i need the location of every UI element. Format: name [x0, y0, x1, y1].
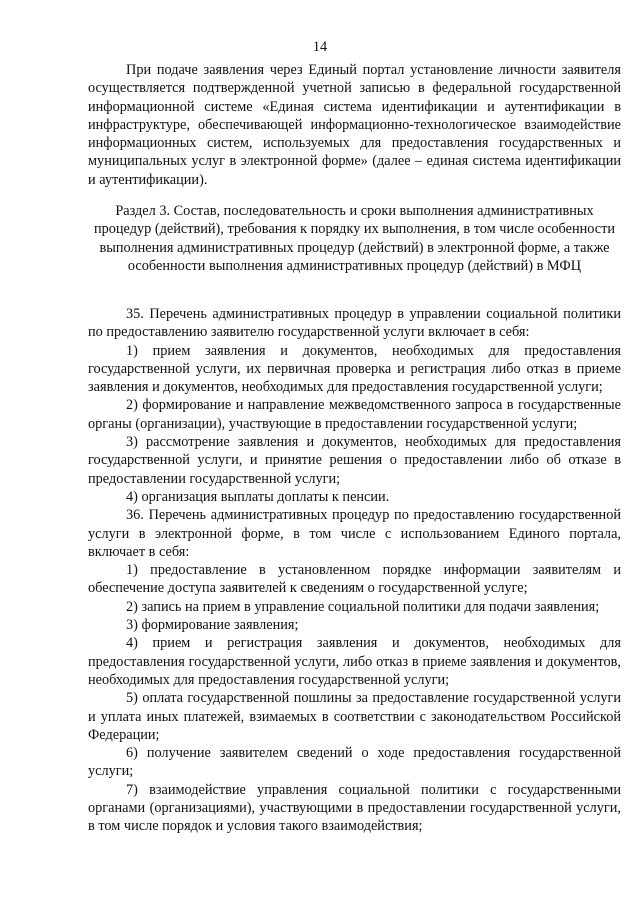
page-number: 14	[312, 39, 328, 55]
list-item: 4) прием и регистрация заявления и документов, необходимых для предоставления государственной услуги, либо отказ в приеме заявления и документов, необходимых для предоставления государственной услуги;	[88, 635, 621, 688]
procedures-list	[88, 305, 621, 836]
intro-paragraph: При подаче заявления через Единый портал установление личности заявителя осуществляется подтвержденной учетной записью в федеральной государственной информационной системе «Единая система идентификации и аутентификации в инфраструктуре, обеспечивающей информационно-технологическое взаимодействие информационных систем, используемых для предоставления государственных и муниципальных услуг в электронной форме» (далее – единая система идентификации и аутентификации).	[88, 62, 621, 188]
list-item: 5) оплата государственной пошлины за предоставление государственной услуги и уплата иных платежей, взимаемых в соответствии с законодательством Российской Федерации;	[88, 690, 621, 743]
list-item: 7) взаимодействие управления социальной политики с государственными органами (организациями), участвующими в предоставлении государственной услуги, в том числе порядок и условия такого взаимодействия;	[88, 781, 621, 835]
intro-block	[88, 61, 621, 189]
section-heading: Раздел 3. Состав, последовательность и сроки выполнения административных процедур (действий), требования к порядку их выполнения, в том числе особенности выполнения административных процедур (действий) в электронной форме, а также особенности выполнения административных процедур (действий) в МФЦ	[93, 203, 616, 274]
paragraph-36: 36. Перечень административных процедур по предоставлению государственной услуги в электронной форме, в том числе с использованием Единого портала, включает в себя:	[88, 507, 621, 560]
paragraph-35: 35. Перечень административных процедур в управлении социальной политики по предоставлению заявителю государственной услуги включает в себя:	[88, 306, 621, 341]
list-item: 3) рассмотрение заявления и документов, необходимых для предоставления государственной услуги, и принятие решения о предоставлении либо об отказе в предоставлении государственной услуги;	[88, 434, 621, 487]
list-item: 2) формирование и направление межведомственного запроса в государственные органы (организации), участвующие в предоставлении государственной услуги;	[88, 397, 621, 432]
list-item: 1) предоставление в установленном порядке информации заявителям и обеспечение доступа заявителей к сведениям о государственной услуге;	[88, 562, 621, 597]
list-item: 4) организация выплаты доплаты к пенсии.	[126, 488, 390, 505]
list-item: 3) формирование заявления;	[126, 617, 299, 634]
list-item: 2) запись на прием в управление социальной политики для подачи заявления;	[126, 598, 600, 615]
list-item: 6) получение заявителем сведений о ходе предоставления государственной услуги;	[88, 745, 621, 780]
section-block	[88, 202, 621, 275]
list-item: 1) прием заявления и документов, необходимых для предоставления государственной услуги, их первичная проверка и регистрация либо отказ в приеме заявления и документов, необходимых для предоставления государственной услуги;	[88, 342, 621, 396]
